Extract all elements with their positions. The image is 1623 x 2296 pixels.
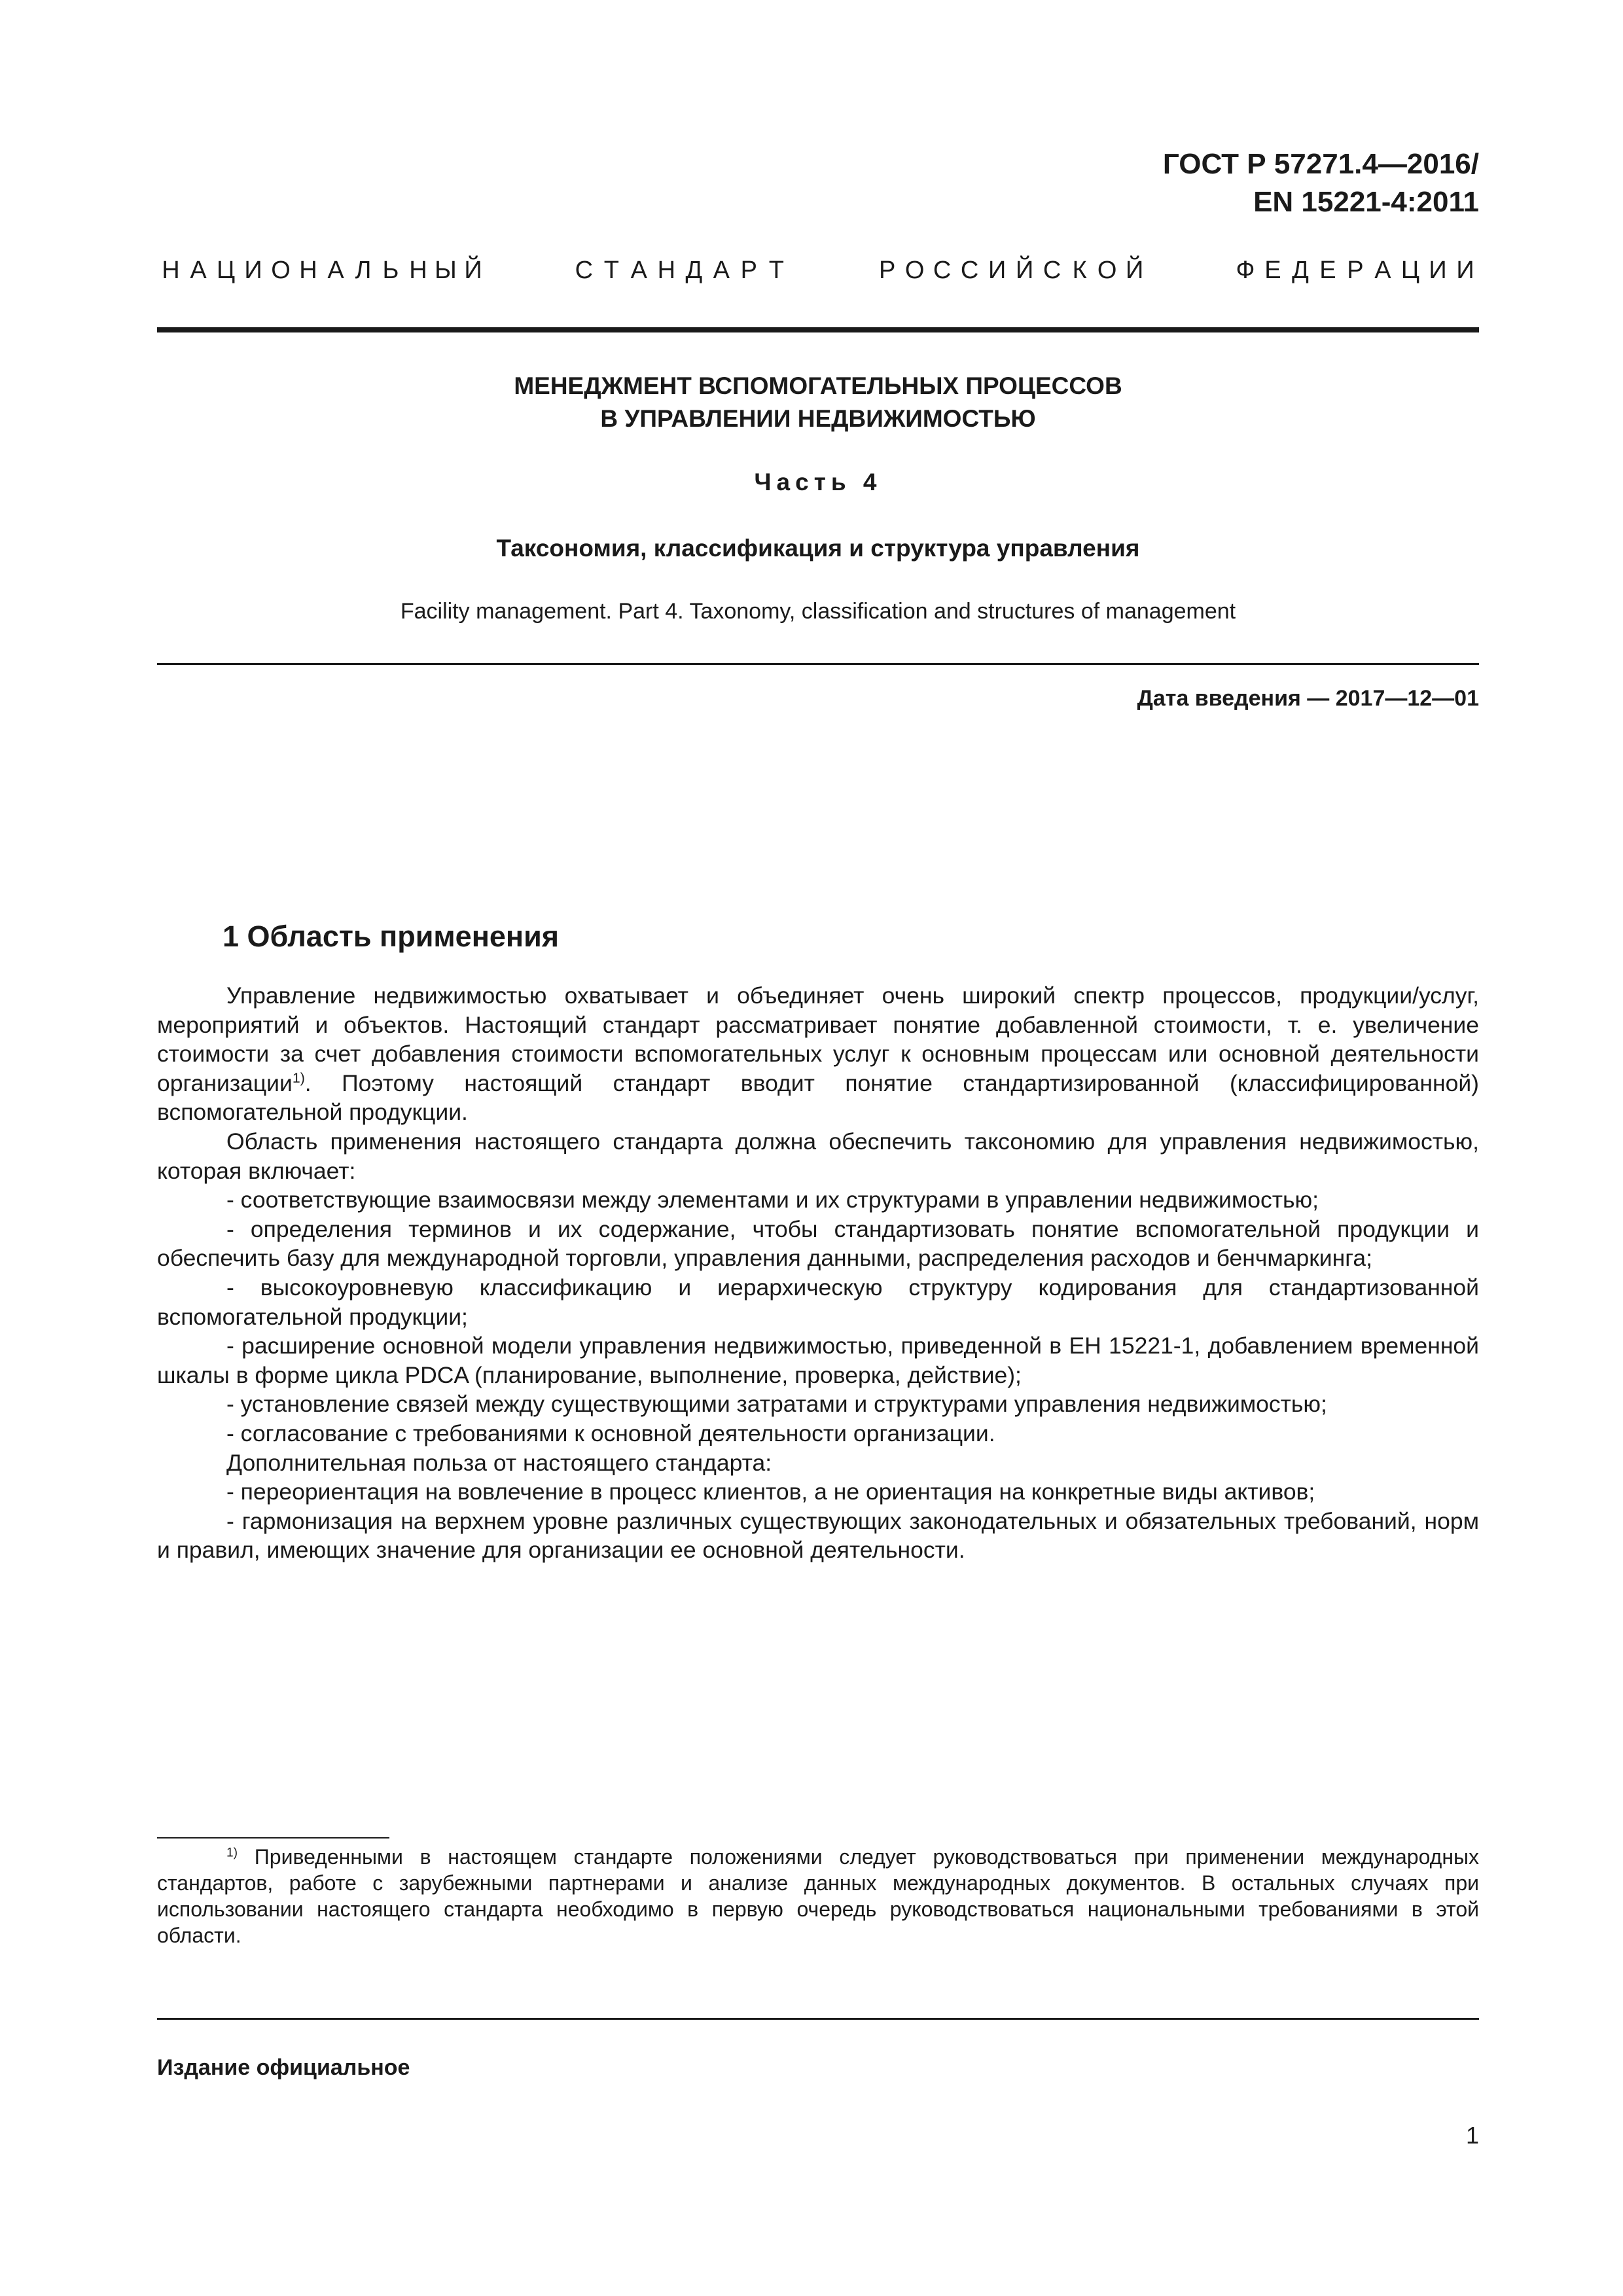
page-number: 1	[1465, 2122, 1479, 2149]
document-code-line-2: EN 15221-4:2011	[1253, 186, 1479, 218]
footnote	[157, 1844, 1479, 1948]
list-item: - установление связей между существующими затратами и структурами управления недвижимостью;	[226, 1391, 1327, 1418]
footnote-reference[interactable]: 1)	[292, 1069, 305, 1086]
paragraph-1	[157, 981, 1479, 1127]
section-heading: 1 Область применения	[223, 920, 560, 953]
national-banner-word: Н А Ц И О Н А Л Ь Н Ы Й	[162, 257, 482, 284]
list-item: - соответствующие взаимосвязи между элементами и их структурами в управлении недвижимостью;	[226, 1187, 1319, 1213]
list-item: - гармонизация на верхнем уровне различных существующих законодательных и обязательных требований, норм и правил, имеющих значение для организации ее основной деятельности.	[157, 1507, 1479, 1564]
header-rule	[157, 327, 1479, 332]
footnote-text: Приведенными в настоящем стандарте положениями следует руководствоваться при применении международных стандартов, работе с зарубежными партнерами и анализе данных международных документов. В остальных случаях при использовании настоящего стандарта необходимо в первую очередь руководствоваться национальными требованиями в этой области.	[157, 1845, 1479, 1947]
national-standard-banner	[157, 257, 1479, 285]
document-subtitle: Таксономия, классификация и структура управления	[496, 535, 1140, 562]
section-body	[157, 981, 1479, 1565]
document-title	[157, 370, 1479, 435]
document-page	[157, 0, 1479, 2296]
english-title: Facility management. Part 4. Taxonomy, classification and structures of management	[400, 599, 1236, 624]
list-item: - высокоуровневую классификацию и иерархическую структуру кодирования для стандартизованной вспомогательной продукции;	[157, 1274, 1479, 1330]
footnote-separator	[157, 1837, 389, 1839]
footnote-marker: 1)	[226, 1846, 238, 1860]
title-rule	[157, 663, 1479, 665]
footer-rule	[157, 2018, 1479, 2020]
paragraph-3: Дополнительная польза от настоящего стандарта:	[226, 1449, 772, 1476]
national-banner-word: С Т А Н Д А Р Т	[575, 257, 784, 284]
title-line-1: МЕНЕДЖМЕНТ ВСПОМОГАТЕЛЬНЫХ ПРОЦЕССОВ	[514, 372, 1122, 399]
list-item: - согласование с требованиями к основной деятельности организации.	[226, 1420, 995, 1446]
national-banner-word: Ф Е Д Е Р А Ц И И	[1236, 257, 1474, 284]
list-item: - переориентация на вовлечение в процесс клиентов, а не ориентация на конкретные виды активов;	[226, 1479, 1315, 1505]
part-label: Часть 4	[754, 469, 882, 495]
document-code-line-1: ГОСТ Р 57271.4—2016/	[1162, 148, 1479, 180]
paragraph-1-text: Управление недвижимостью охватывает и объединяет очень широкий спектр процессов, продукции/услуг, мероприятий и объектов. Настоящий стандарт рассматривает понятие добавленной стоимости, т. е. увеличение стоимости за счет добавления стоимости вспомогательных услуг к основным процессам или основной деятельности организации	[157, 982, 1479, 1096]
list-item: - расширение основной модели управления недвижимостью, приведенной в ЕН 15221-1, добавлением временной шкалы в форме цикла PDCA (планирование, выполнение, проверка, действие);	[157, 1333, 1479, 1388]
edition-note: Издание официальное	[157, 2055, 410, 2080]
paragraph-2: Область применения настоящего стандарта должна обеспечить таксономию для управления недвижимостью, которая включает:	[157, 1128, 1479, 1184]
paragraph-1-text-end: . Поэтому настоящий стандарт вводит понятие стандартизированной (классифицированной) вспомогательной продукции.	[157, 1069, 1479, 1126]
document-code	[1163, 145, 1479, 221]
list-item: - определения терминов и их содержание, чтобы стандартизовать понятие вспомогательной продукции и обеспечить базу для международной торговли, управления данными, распределения расходов и бенчмаркинга;	[157, 1215, 1479, 1272]
introduction-date: Дата введения — 2017—12—01	[1137, 686, 1479, 711]
national-banner-word: Р О С С И Й С К О Й	[878, 257, 1144, 284]
title-line-2: В УПРАВЛЕНИИ НЕДВИЖИМОСТЬЮ	[600, 405, 1036, 432]
